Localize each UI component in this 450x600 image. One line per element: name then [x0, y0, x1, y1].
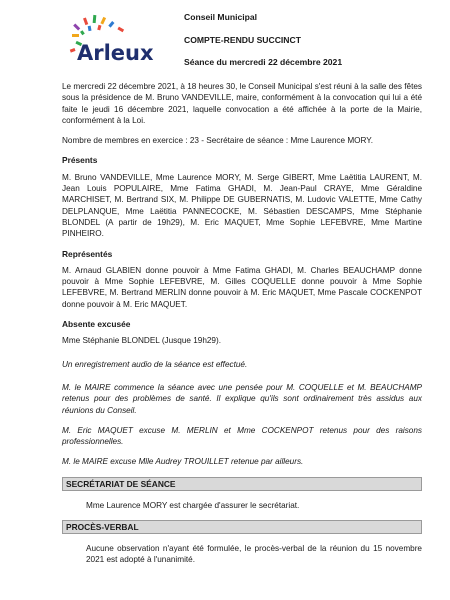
pv-text: Aucune observation n'ayant été formulée, le procès-verbal de la réunion du 15 novembre 2021 est adopté à l'unanimité.: [86, 544, 422, 565]
presents-title: Présents: [62, 155, 98, 166]
arleux-logo: [62, 14, 158, 72]
intro-paragraph: Le mercredi 22 décembre 2021, à 18 heures 30, le Conseil Municipal s'est réuni à la salle des fêtes sous la présidence de M. Bruno VANDEVILLE, maire, conformément à la convocation qui lui a été faite le jeudi 16 décembre 2021, laquelle convocation a été affichée à la porte de la Mairie, conformément à la Loi.: [62, 82, 422, 125]
document-header: [184, 12, 424, 67]
trouillet-note: M. le MAIRE excuse Mlle Audrey TROUILLET retenue par ailleurs.: [62, 457, 304, 467]
presents-list: M. Bruno VANDEVILLE, Mme Laurence MORY, M. Serge GIBERT, Mme Laëtitia LAURENT, M. Jean Louis POPULAIRE, Mme Fatima GHADI, M. Jean-Paul CRAYE, Mme Géraldine MARCHISET, M. Bertrand SIX, M. Philippe DE GUBERNATIS, M. Ludovic VALETTE, Mme Cathy DELPLANQUE, Mme Laëtitia PANNECOCKE, M. Sébastien DESCAMPS, Mme Stéphanie BLONDEL (A partir de 19h29), M. Eric MAQUET, Mme Sophie LEFEBVRE, Mme Martine PINHEIRO.: [62, 172, 422, 239]
pv-heading: PROCÈS-VERBAL: [62, 520, 422, 534]
council-title: Conseil Municipal: [184, 12, 258, 22]
maquet-note: M. Eric MAQUET excuse M. MERLIN et Mme COCKENPOT retenus pour des raisons professionnelles.: [62, 425, 422, 447]
document-body: [62, 81, 422, 566]
audio-note: Un enregistrement audio de la séance est effectué.: [62, 359, 248, 369]
secretariat-text: Mme Laurence MORY est chargée d'assurer le secrétariat.: [86, 500, 300, 510]
secretariat-heading: SECRÉTARIAT DE SÉANCE: [62, 477, 422, 491]
report-title: COMPTE-RENDU SUCCINCT: [184, 35, 301, 45]
represented-title: Représentés: [62, 248, 113, 259]
absent-text: Mme Stéphanie BLONDEL (Jusque 19h29).: [62, 336, 221, 346]
logo-wordmark: Arleux: [77, 41, 154, 65]
members-line: Nombre de membres en exercice : 23 - Secrétaire de séance : Mme Laurence MORY.: [62, 136, 373, 146]
represented-list: M. Arnaud GLABIEN donne pouvoir à Mme Fatima GHADI, M. Charles BEAUCHAMP donne pouvoir à Mme Sophie LEFEBVRE, M. Gilles COQUELLE donne pouvoir à Mme Sophie LEFEBVRE, M. Bertrand MERLIN donne pouvoir à M. Eric MAQUET, Mme Pascale COCKENPOT donne pouvoir à M. Eric MAQUET.: [62, 265, 422, 309]
absent-title: Absente excusée: [62, 319, 131, 330]
session-title: Séance du mercredi 22 décembre 2021: [184, 57, 343, 67]
mayor-note: M. le MAIRE commence la séance avec une pensée pour M. COQUELLE et M. BEAUCHAMP retenus pour des problèmes de santé. Il explique qu'ils sont ordinairement très assidus aux réunions du Conseil.: [62, 382, 422, 415]
